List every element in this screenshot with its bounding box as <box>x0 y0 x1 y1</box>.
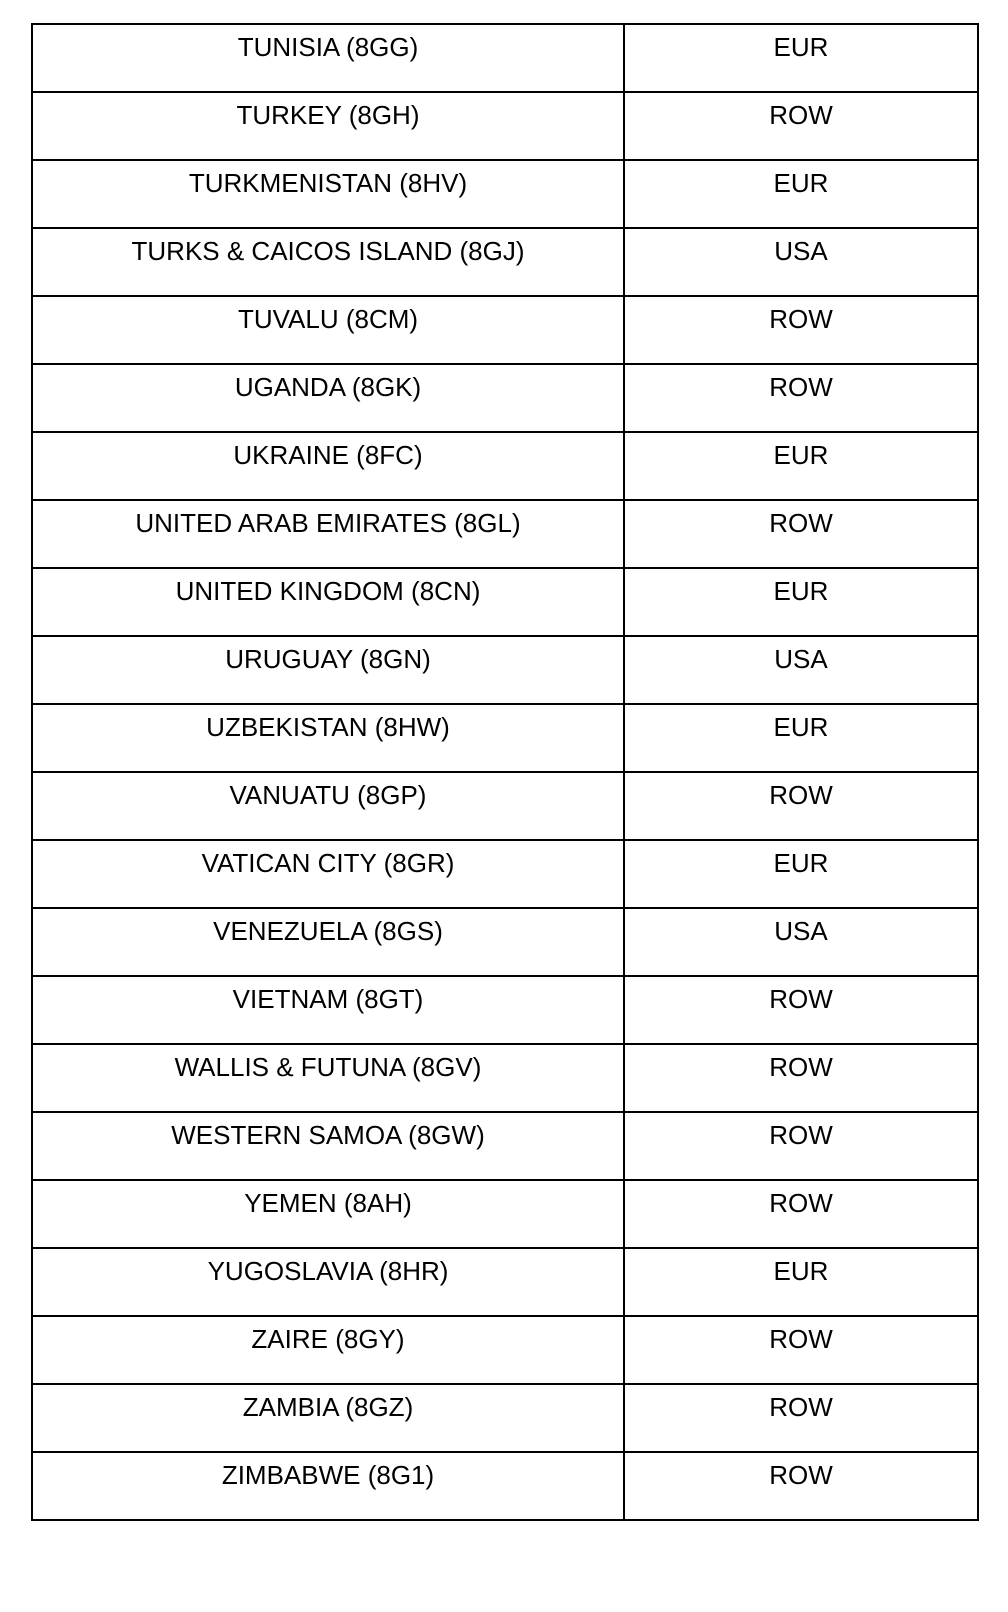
table-row <box>32 1452 978 1520</box>
country-cell <box>32 908 624 976</box>
table-row <box>32 976 978 1044</box>
region-code: ROW <box>769 372 833 402</box>
country-name: YEMEN (8AH) <box>244 1188 412 1218</box>
region-code: USA <box>774 236 828 266</box>
region-cell <box>624 364 978 432</box>
region-cell <box>624 772 978 840</box>
country-name: YUGOSLAVIA (8HR) <box>207 1256 449 1286</box>
country-cell <box>32 228 624 296</box>
table-row <box>32 1384 978 1452</box>
country-cell <box>32 840 624 908</box>
country-cell <box>32 976 624 1044</box>
country-name: ZIMBABWE (8G1) <box>221 1460 435 1490</box>
table-row <box>32 772 978 840</box>
country-cell <box>32 500 624 568</box>
country-name: VANUATU (8GP) <box>229 780 427 810</box>
table-row <box>32 1316 978 1384</box>
region-cell <box>624 976 978 1044</box>
region-code: EUR <box>773 1256 829 1286</box>
country-name: VIETNAM (8GT) <box>232 984 424 1014</box>
table-row <box>32 296 978 364</box>
region-code: EUR <box>773 32 829 62</box>
country-region-table <box>31 23 979 1521</box>
country-cell <box>32 568 624 636</box>
table-row <box>32 636 978 704</box>
region-cell <box>624 1044 978 1112</box>
table-row <box>32 24 978 92</box>
table-row <box>32 704 978 772</box>
region-cell <box>624 1384 978 1452</box>
region-cell <box>624 1112 978 1180</box>
country-name: UNITED ARAB EMIRATES (8GL) <box>135 508 521 538</box>
region-code: ROW <box>769 1324 833 1354</box>
country-cell <box>32 432 624 500</box>
country-name: UGANDA (8GK) <box>234 372 422 402</box>
table-body <box>32 24 978 1520</box>
region-code: ROW <box>769 1460 833 1490</box>
country-cell <box>32 160 624 228</box>
table-row <box>32 1248 978 1316</box>
country-name: VATICAN CITY (8GR) <box>201 848 455 878</box>
region-cell <box>624 1180 978 1248</box>
country-cell <box>32 1180 624 1248</box>
table-row <box>32 364 978 432</box>
region-code: EUR <box>773 848 829 878</box>
country-name: TURKMENISTAN (8HV) <box>188 168 468 198</box>
region-code: EUR <box>773 440 829 470</box>
table-row <box>32 840 978 908</box>
country-name: VENEZUELA (8GS) <box>213 916 443 946</box>
region-cell <box>624 1248 978 1316</box>
table-row <box>32 568 978 636</box>
country-name: TUNISIA (8GG) <box>237 32 419 62</box>
country-cell <box>32 1452 624 1520</box>
region-cell <box>624 228 978 296</box>
region-code: ROW <box>769 100 833 130</box>
region-code: ROW <box>769 1120 833 1150</box>
country-cell <box>32 364 624 432</box>
country-name: WESTERN SAMOA (8GW) <box>171 1120 485 1150</box>
table-row <box>32 1044 978 1112</box>
region-code: ROW <box>769 304 833 334</box>
region-code: USA <box>774 916 828 946</box>
table-row <box>32 1180 978 1248</box>
country-name: UNITED KINGDOM (8CN) <box>175 576 481 606</box>
table-row <box>32 432 978 500</box>
region-code: ROW <box>769 1188 833 1218</box>
region-cell <box>624 908 978 976</box>
region-code: EUR <box>773 576 829 606</box>
table-row <box>32 160 978 228</box>
region-cell <box>624 1452 978 1520</box>
country-name: TURKEY (8GH) <box>236 100 420 130</box>
country-cell <box>32 636 624 704</box>
table-row <box>32 228 978 296</box>
table-row <box>32 500 978 568</box>
country-name: UZBEKISTAN (8HW) <box>206 712 450 742</box>
region-code: ROW <box>769 780 833 810</box>
country-cell <box>32 92 624 160</box>
country-cell <box>32 1248 624 1316</box>
region-code: EUR <box>773 712 829 742</box>
region-cell <box>624 432 978 500</box>
region-cell <box>624 840 978 908</box>
region-cell <box>624 1316 978 1384</box>
table-row <box>32 92 978 160</box>
region-cell <box>624 568 978 636</box>
region-code: ROW <box>769 508 833 538</box>
region-cell <box>624 500 978 568</box>
country-cell <box>32 296 624 364</box>
country-name: WALLIS & FUTUNA (8GV) <box>174 1052 482 1082</box>
country-name: TUVALU (8CM) <box>237 304 419 334</box>
table-row <box>32 908 978 976</box>
country-cell <box>32 1112 624 1180</box>
region-cell <box>624 24 978 92</box>
table-row <box>32 1112 978 1180</box>
country-cell <box>32 704 624 772</box>
country-name: ZAMBIA (8GZ) <box>242 1392 414 1422</box>
region-code: ROW <box>769 984 833 1014</box>
region-cell <box>624 296 978 364</box>
country-cell <box>32 1384 624 1452</box>
region-code: EUR <box>773 168 829 198</box>
region-cell <box>624 92 978 160</box>
country-name: ZAIRE (8GY) <box>251 1324 405 1354</box>
country-cell <box>32 24 624 92</box>
country-name: URUGUAY (8GN) <box>225 644 431 674</box>
country-cell <box>32 1316 624 1384</box>
region-cell <box>624 636 978 704</box>
country-name: TURKS & CAICOS ISLAND (8GJ) <box>131 236 525 266</box>
region-cell <box>624 160 978 228</box>
country-cell <box>32 772 624 840</box>
region-code: ROW <box>769 1392 833 1422</box>
region-code: USA <box>774 644 828 674</box>
region-cell <box>624 704 978 772</box>
country-cell <box>32 1044 624 1112</box>
region-code: ROW <box>769 1052 833 1082</box>
country-name: UKRAINE (8FC) <box>233 440 423 470</box>
